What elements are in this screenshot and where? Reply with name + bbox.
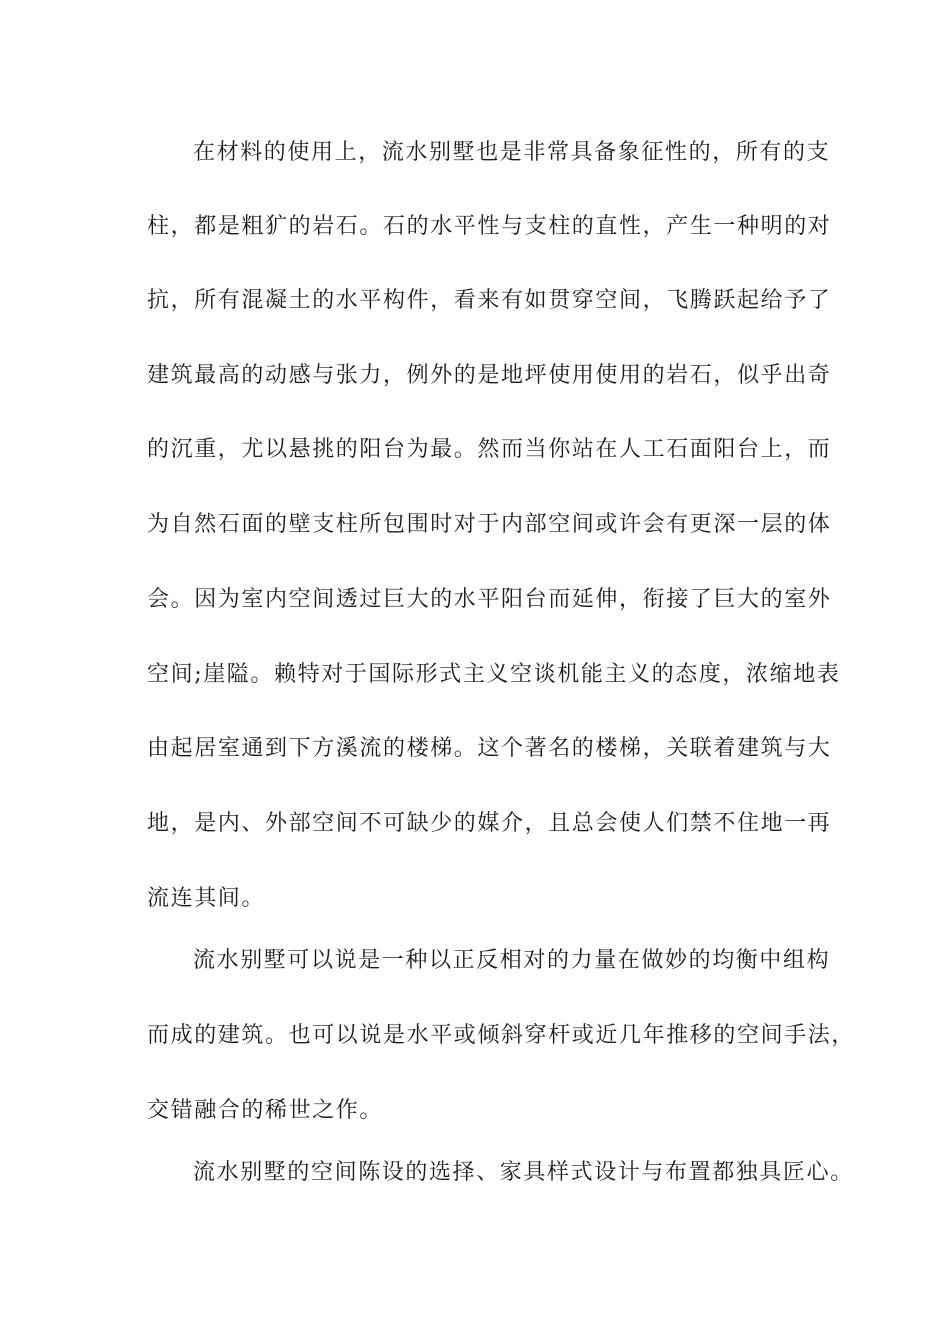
paragraph-1-line-8: 空间;崖隘。赖特对于国际形式主义空谈机能主义的态度，浓缩地表 bbox=[147, 662, 841, 687]
paragraph-1-line-1: 在材料的使用上，流水别墅也是非常具备象征性的，所有的支 bbox=[193, 140, 831, 165]
paragraph-1-line-6: 为自然石面的壁支柱所包围时对于内部空间或许会有更深一层的体 bbox=[147, 512, 832, 537]
paragraph-2-line-2: 而成的建筑。也可以说是水平或倾斜穿杆或近几年推移的空间手法， bbox=[147, 1023, 856, 1048]
paragraph-1-line-4: 建筑最高的动感与张力，例外的是地坪使用使用的岩石，似乎出奇 bbox=[147, 363, 832, 388]
paragraph-2-line-1: 流水别墅可以说是一种以正反相对的力量在做妙的均衡中组构 bbox=[193, 948, 831, 973]
paragraph-1-line-7: 会。因为室内空间透过巨大的水平阳台而延伸，衔接了巨大的室外 bbox=[147, 587, 832, 612]
paragraph-1-line-3: 抗，所有混凝土的水平构件，看来有如贯穿空间，飞腾跃起给予了 bbox=[147, 288, 832, 313]
paragraph-1-line-2: 柱，都是粗犷的岩石。石的水平性与支柱的直性，产生一种明的对 bbox=[147, 214, 832, 239]
paragraph-1-line-9: 由起居室通到下方溪流的楼梯。这个著名的楼梯，关联着建筑与大 bbox=[147, 736, 832, 761]
paragraph-1-line-10: 地，是内、外部空间不可缺少的媒介，且总会使人们禁不住地一再 bbox=[147, 811, 832, 836]
paragraph-1-line-5: 的沉重，尤以悬挑的阳台为最。然而当你站在人工石面阳台上，而 bbox=[147, 437, 832, 462]
paragraph-1-line-11: 流连其间。 bbox=[147, 886, 266, 911]
paragraph-2-line-3: 交错融合的稀世之作。 bbox=[147, 1098, 384, 1123]
paragraph-3-line-1: 流水别墅的空间陈设的选择、家具样式设计与布置都独具匠心。 bbox=[193, 1160, 854, 1185]
